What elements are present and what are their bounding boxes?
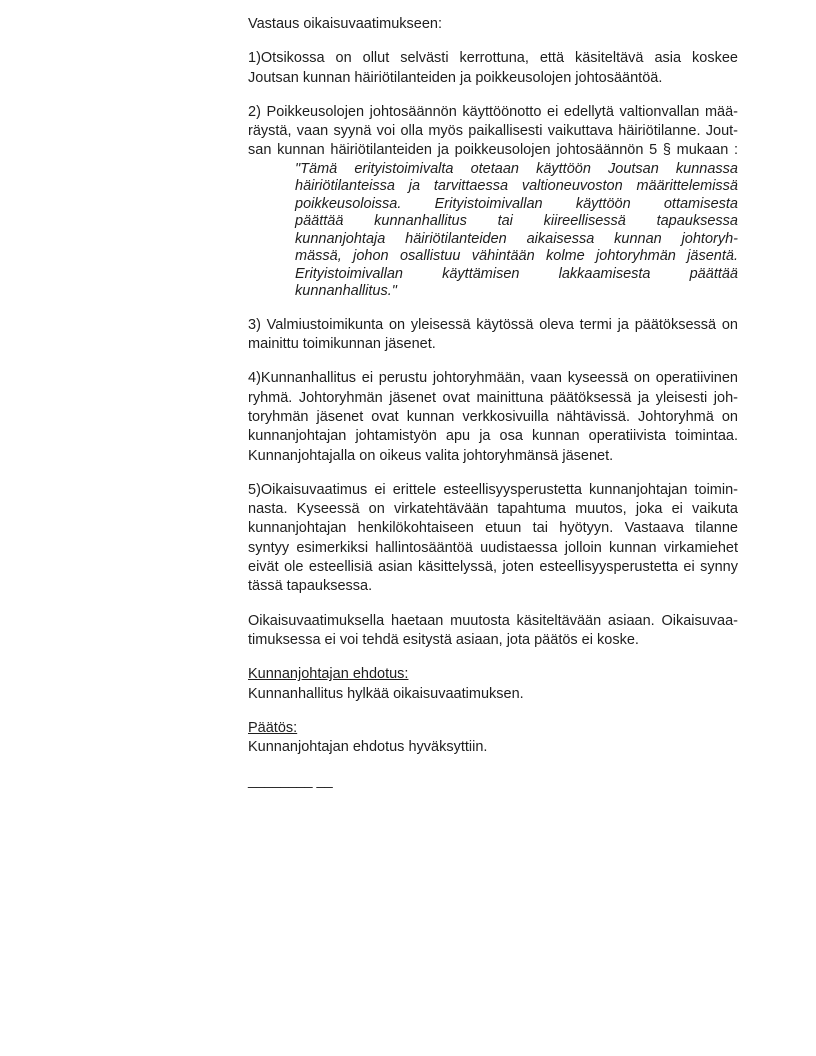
quote-line: kunnanhallitus."	[295, 283, 397, 300]
text-line: Joutsan kunnan häiriötilanteiden ja poikkeusolojen johtosääntöä.	[248, 69, 663, 86]
signature-line: ________ __	[248, 773, 333, 790]
text-line: ryhmä. Johtoryhmän jäsenet ovat mainittuna päätöksessä ja yleisesti joh-	[248, 389, 738, 406]
quote-line: Erityistoimivallan käyttämisen lakkaamisesta päättää	[295, 265, 738, 282]
text-line: kunnanjohtajan henkilökohtaiseen etuun tai hyötyyn. Vastaava tilanne	[248, 520, 738, 537]
document-title	[248, 15, 738, 34]
quote-line: kunnanjohtaja häiriötilanteiden aikaisessa kunnan johtoryh-	[295, 230, 738, 247]
text-line: timuksessa ei voi tehdä esitystä asiaan, jota päätös ei koske.	[248, 631, 639, 648]
quote-line: häiriötilanteissa ja tarvittaessa valtioneuvoston määrittelemissä	[295, 178, 738, 195]
text-line: 5)Oikaisuvaatimus ei erittele esteellisyysperustetta kunnanjohtajan toimin-	[248, 481, 738, 498]
paragraph-1	[248, 49, 738, 88]
title-text: Vastaus oikaisuvaatimukseen:	[248, 16, 442, 32]
quote-line: päättää kunnanhallitus tai kiireellisessä tapauksessa	[295, 213, 738, 230]
proposal-body: Kunnanhallitus hylkää oikaisuvaatimuksen.	[248, 685, 524, 702]
quote-line: poikkeusoloissa. Erityistoimivallan käyttöön ottamisesta	[295, 195, 738, 212]
quoted-regulation-block	[295, 161, 738, 301]
paragraph-6	[248, 612, 738, 651]
text-line: 3) Valmiustoimikunta on yleisessä käytössä oleva termi ja päätöksessä on	[248, 316, 738, 333]
decision-heading: Päätös:	[248, 719, 298, 736]
quote-line: "Tämä erityistoimivalta otetaan käyttöön Joutsan kunnassa	[295, 160, 738, 177]
paragraph-4	[248, 369, 738, 465]
document-page	[248, 15, 738, 792]
paragraph-3	[248, 316, 738, 355]
text-line: toryhmän jäsenet ovat kunnan verkkosivuilla nähtävissä. Johtoryhmä on	[248, 408, 738, 425]
text-line: 2) Poikkeusolojen johtosäännön käyttöönotto ei edellytä valtionvallan mää-	[248, 103, 738, 120]
proposal-heading: Kunnanjohtajan ehdotus:	[248, 666, 409, 683]
text-line: mainittu toimikunnan jäsenet.	[248, 336, 436, 353]
paragraph-2	[248, 103, 738, 161]
text-line: eivät ole esteellisiä asian käsittelyssä, joten esteellisyysperustetta ei synny	[248, 559, 738, 576]
decision-section	[248, 719, 738, 758]
proposal-section	[248, 665, 738, 704]
paragraph-5	[248, 481, 738, 597]
text-line: 4)Kunnanhallitus ei perustu johtoryhmään, vaan kyseessä on operatiivinen	[248, 370, 738, 387]
quote-line: mässä, johon osallistuu vähintään kolme johtoryhmän jäsentä.	[295, 248, 738, 265]
text-line: Oikaisuvaatimuksella haetaan muutosta käsiteltävään asiaan. Oikaisuvaa-	[248, 612, 738, 629]
text-line: räystä, vaan syynä voi olla myös paikallisesti vaikuttava häiriötilanne. Jout-	[248, 123, 738, 140]
decision-body: Kunnanjohtajan ehdotus hyväksyttiin.	[248, 739, 488, 756]
text-line: syntyy esimerkiksi hallintosääntöä uudistaessa jolloin kunnan virkamiehet	[248, 539, 738, 556]
text-line: tässä tapauksessa.	[248, 578, 373, 595]
text-line: 1)Otsikossa on ollut selvästi kerrottuna, että käsiteltävä asia koskee	[248, 50, 738, 67]
text-line: nasta. Kyseessä on virkatehtävään tapahtuma muutos, joka ei vaikuta	[248, 501, 738, 518]
text-line: kunnanjohtajan johtamistyön apu ja osa kunnan operatiivista toimintaa.	[248, 428, 738, 445]
text-line: Kunnanjohtajalla on oikeus valita johtoryhmänsä jäsenet.	[248, 447, 614, 464]
text-line: san kunnan häiriötilanteiden ja poikkeusolojen johtosäännön 5 § mukaan :	[248, 142, 738, 159]
